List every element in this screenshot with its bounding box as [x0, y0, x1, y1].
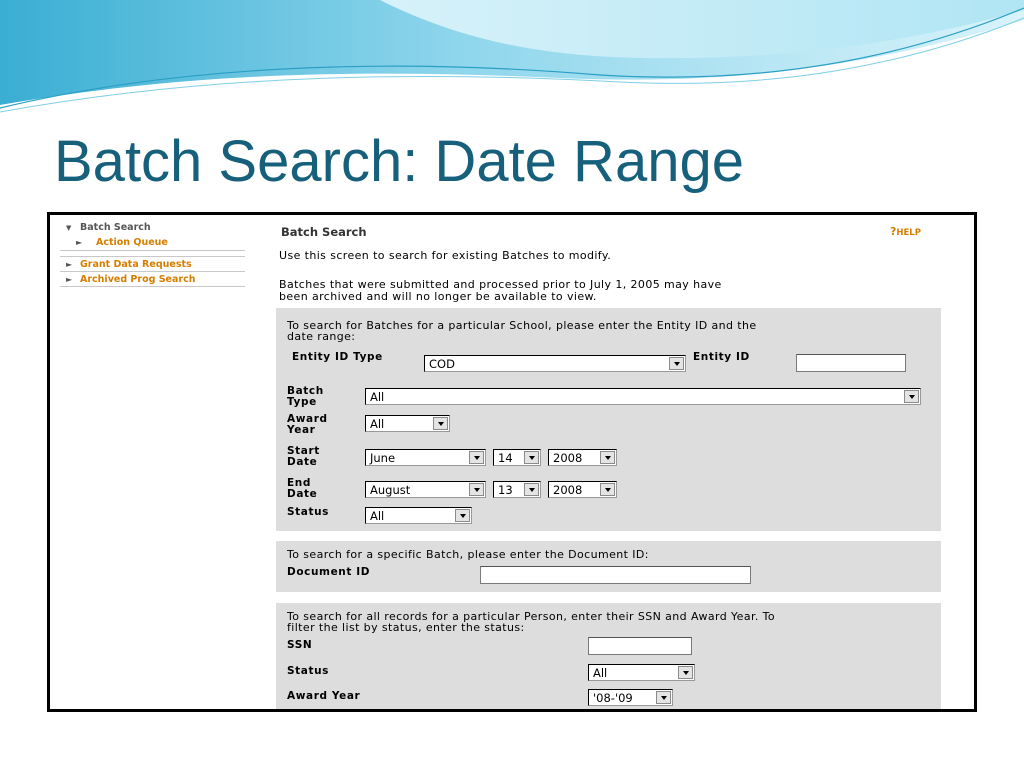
- archive-note-line-1: Batches that were submitted and processed prior to July 1, 2005 may have: [279, 278, 722, 291]
- start-date-label-line-2: Date: [287, 456, 318, 468]
- collapsed-arrow-icon: ►: [76, 238, 83, 247]
- entity-id-field[interactable]: [796, 354, 906, 372]
- end-year-value: 2008: [553, 483, 583, 497]
- person-status-value: All: [593, 666, 608, 680]
- end-date-label-line-1: End: [287, 477, 311, 489]
- start-year-value: 2008: [553, 451, 583, 465]
- person-status-select[interactable]: [588, 664, 695, 681]
- document-id-label: Document ID: [287, 566, 371, 578]
- batch-type-label-line-1: Batch: [287, 385, 324, 397]
- status-label: Status: [287, 506, 330, 518]
- dropdown-arrow-icon: [469, 451, 484, 464]
- help-label: HELP: [896, 228, 921, 238]
- entity-id-type-label: Entity ID Type: [292, 351, 383, 363]
- left-nav: [60, 220, 245, 287]
- document-instructions: To search for a specific Batch, please enter the Document ID:: [287, 548, 649, 561]
- collapsed-arrow-icon: ►: [66, 259, 73, 269]
- batch-type-select[interactable]: [365, 388, 921, 405]
- dropdown-arrow-icon: [433, 417, 448, 430]
- status-select[interactable]: [365, 507, 472, 524]
- person-award-year-value: '08-'09: [593, 691, 633, 705]
- person-status-label: Status: [287, 665, 330, 677]
- school-instructions-line-2: date range:: [287, 330, 356, 343]
- nav-item-label: Action Queue: [96, 237, 168, 248]
- dropdown-arrow-icon: [524, 483, 539, 496]
- intro-text: Use this screen to search for existing Batches to modify.: [279, 249, 612, 262]
- nav-item-label: Batch Search: [80, 222, 151, 233]
- batch-type-value: All: [370, 390, 385, 404]
- wave-header-decoration: [0, 0, 1024, 125]
- school-search-panel: [276, 308, 941, 531]
- start-day-select[interactable]: [493, 449, 541, 466]
- dropdown-arrow-icon: [904, 390, 919, 403]
- dropdown-arrow-icon: [600, 483, 615, 496]
- ssn-label: SSN: [287, 639, 313, 651]
- award-year-label-line-2: Year: [287, 424, 316, 436]
- dropdown-arrow-icon: [669, 357, 684, 370]
- start-month-select[interactable]: [365, 449, 486, 466]
- person-award-year-label: Award Year: [287, 690, 361, 702]
- start-year-select[interactable]: [548, 449, 617, 466]
- ssn-field[interactable]: [588, 637, 692, 655]
- end-date-label-line-2: Date: [287, 488, 318, 500]
- award-year-select[interactable]: [365, 415, 450, 432]
- entity-id-type-select[interactable]: [424, 355, 686, 372]
- award-year-label-line-1: Award: [287, 413, 328, 425]
- nav-item-action-queue[interactable]: [60, 235, 245, 251]
- help-link[interactable]: [890, 225, 921, 238]
- batch-type-label-line-2: Type: [287, 396, 317, 408]
- person-instructions-line-2: filter the list by status, enter the status:: [287, 621, 525, 634]
- embedded-screenshot: [47, 212, 977, 712]
- collapsed-arrow-icon: ►: [66, 274, 73, 284]
- school-instructions-line-1: To search for Batches for a particular School, please enter the Entity ID and the: [287, 319, 757, 332]
- start-month-value: June: [370, 451, 396, 465]
- archive-note-line-2: been archived and will no longer be available to view.: [279, 290, 597, 303]
- nav-item-label: Archived Prog Search: [80, 273, 196, 285]
- end-day-value: 13: [498, 483, 513, 497]
- slide-title: Batch Search: Date Range: [54, 129, 744, 194]
- person-award-year-select[interactable]: [588, 689, 673, 706]
- dropdown-arrow-icon: [455, 509, 470, 522]
- expanded-arrow-icon: ▼: [66, 223, 72, 232]
- page-title: Batch Search: [281, 225, 367, 239]
- dropdown-arrow-icon: [600, 451, 615, 464]
- dropdown-arrow-icon: [678, 666, 693, 679]
- end-month-select[interactable]: [365, 481, 486, 498]
- nav-item-grant-data-requests[interactable]: [60, 257, 245, 272]
- help-icon: ?: [890, 225, 897, 238]
- status-value: All: [370, 509, 385, 523]
- entity-id-type-value: COD: [429, 357, 455, 371]
- entity-id-label: Entity ID: [693, 351, 750, 363]
- nav-item-batch-search[interactable]: [60, 220, 245, 235]
- end-month-value: August: [370, 483, 411, 497]
- dropdown-arrow-icon: [656, 691, 671, 704]
- start-day-value: 14: [498, 451, 513, 465]
- end-day-select[interactable]: [493, 481, 541, 498]
- dropdown-arrow-icon: [524, 451, 539, 464]
- dropdown-arrow-icon: [469, 483, 484, 496]
- start-date-label-line-1: Start: [287, 445, 320, 457]
- document-search-panel: [276, 541, 941, 592]
- end-year-select[interactable]: [548, 481, 617, 498]
- nav-item-label: Grant Data Requests: [80, 258, 192, 270]
- award-year-value: All: [370, 417, 385, 431]
- person-search-panel: [276, 603, 941, 712]
- person-instructions-line-1: To search for all records for a particular Person, enter their SSN and Award Year. To: [287, 610, 776, 623]
- document-id-field[interactable]: [480, 566, 751, 584]
- nav-item-archived-prog-search[interactable]: [60, 272, 245, 287]
